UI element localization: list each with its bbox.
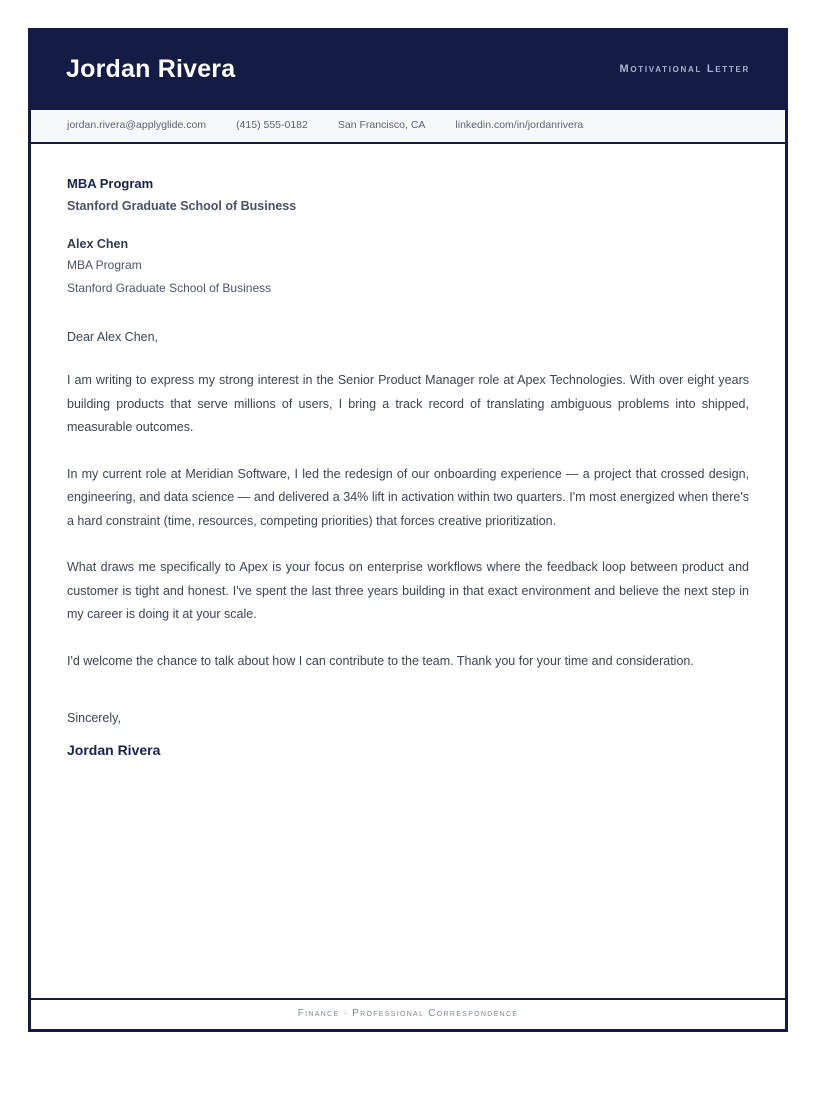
- letter-paragraph-4: I'd welcome the chance to talk about how I can contribute to the team. Thank you for your time and consideration.: [67, 653, 694, 668]
- sender-name: Jordan Rivera: [66, 54, 236, 83]
- program-heading-block: [67, 175, 749, 216]
- contact-location: San Francisco, CA: [337, 119, 426, 131]
- recipient-name: Alex Chen: [67, 236, 129, 251]
- institution-heading: Stanford Graduate School of Business: [67, 199, 297, 214]
- program-heading: MBA Program: [67, 175, 154, 191]
- letter-body: [28, 144, 788, 998]
- letter-paragraph-2: In my current role at Meridian Software, I led the redesign of our onboarding experience — a project that crossed design, engineering, and data science — and delivered a 34% lift in activation within two quarters. I'm most energized when there's a hard constraint (time, resources, competing priorities) that forces creative prioritization.: [67, 466, 749, 528]
- contact-linkedin[interactable]: linkedin.com/in/jordanrivera: [455, 119, 584, 131]
- document-kind-label: Motivational Letter: [619, 62, 750, 75]
- contact-phone[interactable]: (415) 555-0182: [236, 119, 308, 131]
- footer-text: Finance · Professional Correspondence: [297, 1008, 519, 1020]
- recipient-program: MBA Program: [67, 258, 142, 273]
- recipient-block: [67, 235, 749, 298]
- letter-paragraph-1: I am writing to express my strong interest in the Senior Product Manager role at Apex Technologies. With over eight years building products that serve millions of users, I bring a track record of translating ambiguous problems into shipped, measurable outcomes.: [67, 373, 749, 435]
- recipient-institution: Stanford Graduate School of Business: [67, 280, 272, 295]
- letter-page: [28, 28, 788, 1032]
- closing-phrase: Sincerely,: [67, 711, 121, 726]
- letter-footer: [28, 998, 788, 1032]
- letter-header: [28, 28, 788, 110]
- contact-email[interactable]: jordan.rivera@applyglide.com: [67, 119, 207, 131]
- contact-bar: [28, 110, 788, 144]
- letter-paragraph-3: What draws me specifically to Apex is your focus on enterprise workflows where the feedback loop between product and customer is tight and honest. I've spent the last three years building in that exact environment and believe the next step in my career is doing it at your scale.: [67, 560, 749, 622]
- salutation: Dear Alex Chen,: [67, 329, 159, 344]
- signature-name: Jordan Rivera: [67, 742, 161, 759]
